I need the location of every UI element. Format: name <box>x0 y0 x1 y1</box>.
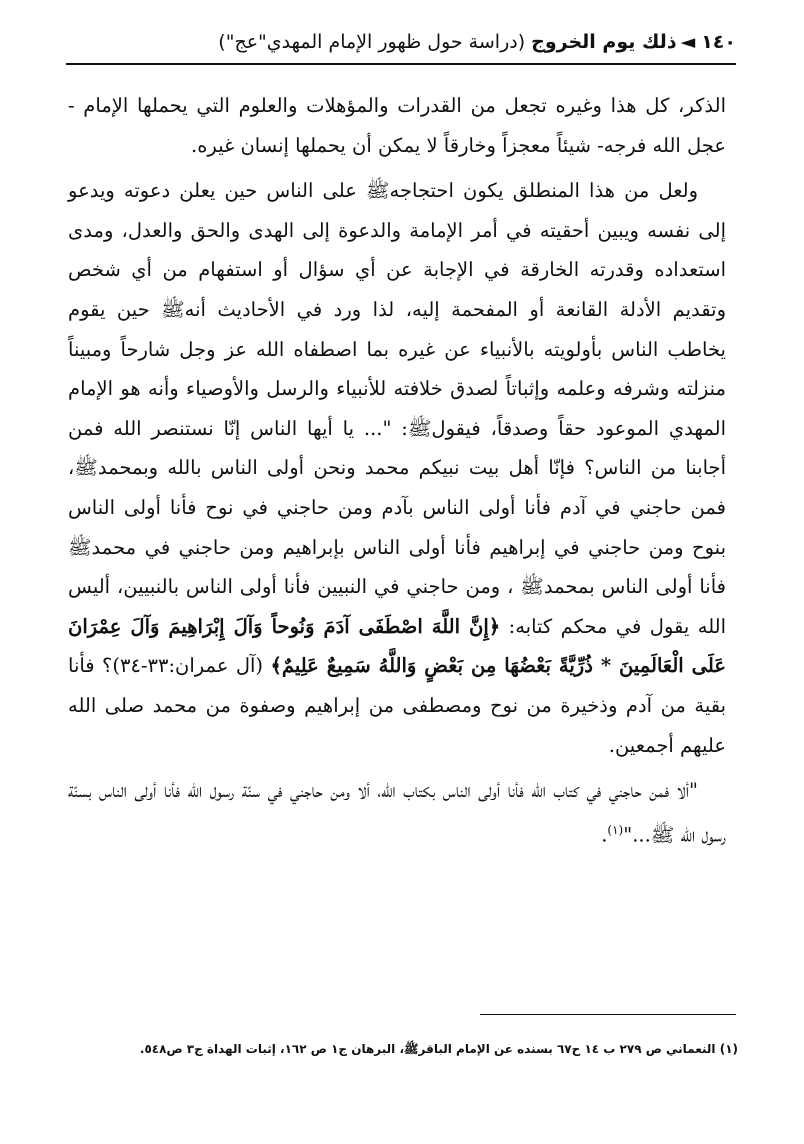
paragraph: الذكر، كل هذا وغيره تجعل من القدرات والمؤهلات والعلوم التي يحملها الإمام - عجل الله فرجه- شيئاً معجزاً وخارقاً لا يمكن أن يحملها إنسان غيره. <box>68 94 726 157</box>
footnote: (١) النعماني ص ٢٧٩ ب ١٤ ح٦٧ بسنده عن الإمام الباقرﷺ، البرهان ج١ ص ١٦٢، إثبات الهداة ج٣ ص٥٤٨. <box>139 1042 738 1056</box>
paragraph <box>68 771 726 855</box>
period: . <box>601 823 608 847</box>
arrow-left-icon: ◄ <box>680 31 696 53</box>
body-text <box>68 86 726 855</box>
book-subtitle: (دراسة حول ظهور الإمام المهدي"عج") <box>218 31 526 53</box>
page-number: ١٤٠ <box>701 31 736 53</box>
quote-text: "ألا فمن حاجني في كتاب الله فأنا أولى الناس بكتاب الله، ألا ومن حاجني في سنّة رسول الله فأنا أولى الناس بسنّة رسول الله ﷺ..." <box>68 779 726 847</box>
quran-verse: ﴿إِنَّ اللَّهَ اصْطَفَى آدَمَ وَنُوحاً وَآلَ إِبْرَاهِيمَ وَآلَ عِمْرَانَ عَلَى الْعَالَمِينَ * ذُرِّيَّةً بَعْضُهَا مِن بَعْضٍ وَاللَّهُ سَمِيعٌ عَلِيمٌ﴾ <box>68 614 727 678</box>
footnote-marker: (١) <box>607 822 624 837</box>
citation-text: (آل عمران:٣٣-٣٤)؟ فأنا بقية من آدم وذخيرة من نوح ومصطفى من إبراهيم وصفوة من محمد صلى الله عليهم أجمعين. <box>68 654 726 757</box>
paragraph-text: ولعل من هذا المنطلق يكون احتجاجهﷺ على الناس حين يعلن دعوته ويدعو إلى نفسه ويبين أحقيته في أمر الإمامة والدعوة إلى الهدى والحق والعدل، ومدى استعداده وقدرته الخارقة في الإجابة عن أي سؤال أو استفهام من أي شخص وتقديم الأدلة القانعة أو المفحمة إليه، لذا ورد في الأحاديث أنهﷺ حين يقوم يخاطب الناس بأولويته بالأنبياء عن غيره بما اصطفاه الله عز وجل شارحاً ومبيناً منزلته وشرفه وعلمه وإثباتاً لصدق خلافته للأنبياء والرسل والأوصياء وأنه هو الإمام المهدي الموعود حقاً وصدقاً، فيقولﷺ: "... يا أيها الناس إنّا نستنصر الله فمن أجابنا من الناس؟ فإنّا أهل بيت نبيكم محمد ونحن أولى الناس بالله وبمحمدﷺ، فمن حاجني في آدم فأنا أولى الناس بآدم ومن حاجني في نوح فأنا أولى الناس بنوح ومن حاجني في إبراهيم فأنا أولى الناس بإبراهيم ومن حاجني في محمدﷺ فأنا أولى الناس بمحمدﷺ ، ومن حاجني في النبيين فأنا أولى الناس بالنبيين، أليس الله يقول في محكم كتابه: <box>68 179 727 638</box>
header-divider <box>66 63 736 65</box>
footnote-divider <box>480 1014 736 1015</box>
paragraph <box>68 171 726 765</box>
running-header <box>218 26 736 58</box>
book-title: ذلك يوم الخروج <box>531 31 677 53</box>
